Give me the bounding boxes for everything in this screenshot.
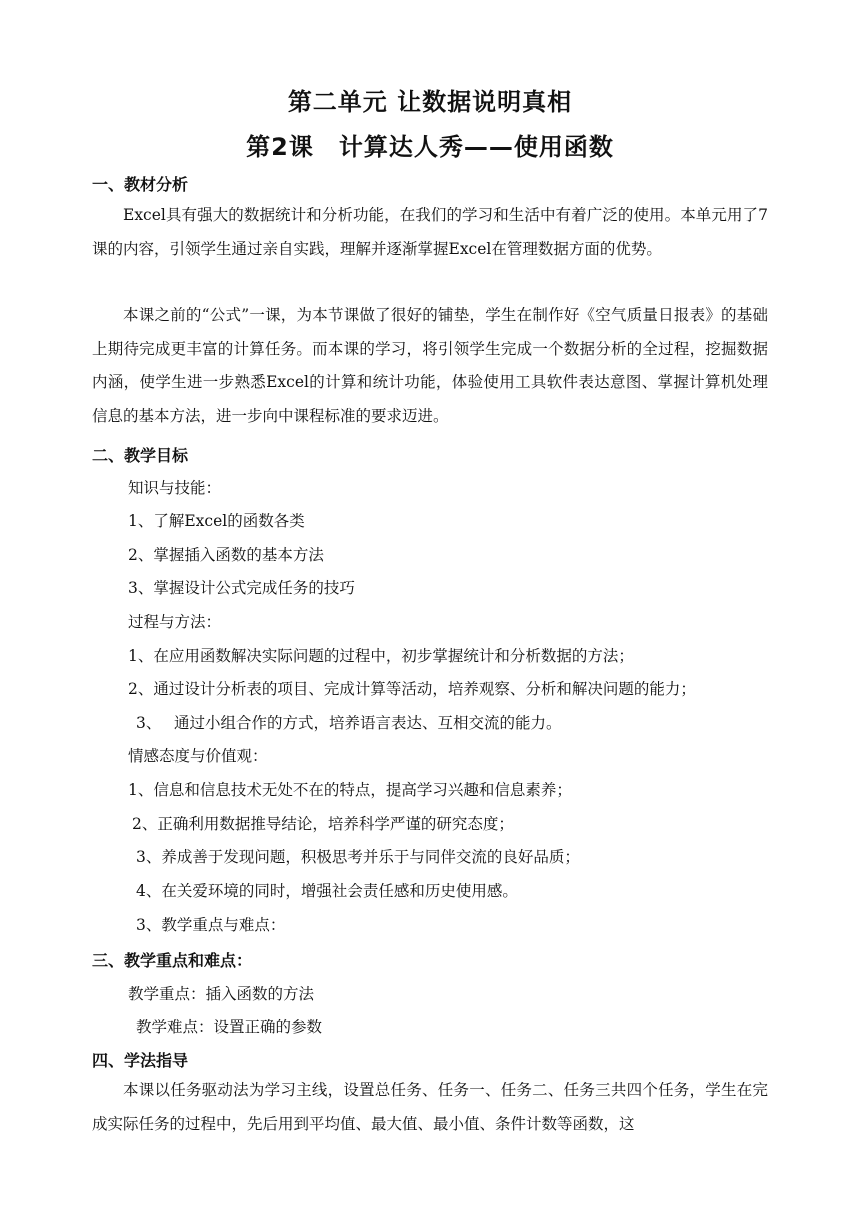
document-title: 第二单元 让数据说明真相 (287, 88, 573, 116)
section-heading-2: 二、教学目标 (92, 446, 189, 465)
section-heading-3: 三、教学重点和难点： (92, 951, 253, 970)
goal-item: 3、养成善于发现问题，积极思考并乐于与同伴交流的良好品质； (136, 848, 580, 866)
goal-item: 3、教学重点与难点： (136, 916, 286, 934)
section-1-paragraph-2: 本课之前的“公式”一课，为本节课做了很好的铺垫，学生在制作好《空气质量日报表》的基础上期待完成更丰富的计算任务。而本课的学习，将引领学生完成一个数据分析的全过程，挖掘数据内涵，使学生进一步熟悉Excel的计算和统计功能，体验使用工具软件表达意图、掌握计算机处理信息的基本方法，进一步向中课程标准的要求迈进。 (92, 306, 768, 425)
goal-category-process: 过程与方法： (128, 613, 222, 631)
goal-item: 4、在关爱环境的同时，增强社会责任感和历史使用感。 (136, 882, 518, 900)
section-4-paragraph-1: 本课以任务驱动法为学习主线，设置总任务、任务一、任务二、任务三共四个任务，学生在完成实际任务的过程中，先后用到平均值、最大值、最小值、条件计数等函数，这 (92, 1081, 768, 1133)
goal-item: 1、信息和信息技术无处不在的特点，提高学习兴趣和信息素养； (128, 781, 572, 799)
lesson-title: 第2课 计算达人秀——使用函数 (246, 133, 614, 161)
key-point-line: 教学重点：插入函数的方法 (128, 985, 315, 1003)
section-heading-1: 一、教材分析 (92, 175, 189, 194)
goal-item: 1、在应用函数解决实际问题的过程中，初步掌握统计和分析数据的方法； (128, 647, 634, 665)
difficulty-line: 教学难点：设置正确的参数 (136, 1018, 323, 1036)
goal-item: 3、 通过小组合作的方式，培养语言表达、互相交流的能力。 (136, 714, 562, 732)
section-heading-4: 四、学法指导 (92, 1051, 189, 1070)
goal-item: 3、掌握设计公式完成任务的技巧 (128, 579, 355, 597)
goal-item: 1、了解Excel的函数各类 (128, 512, 305, 530)
goal-item: 2、正确利用数据推导结论，培养科学严谨的研究态度； (132, 815, 514, 833)
goal-item: 2、通过设计分析表的项目、完成计算等活动，培养观察、分析和解决问题的能力； (128, 680, 696, 698)
goal-category-attitude: 情感态度与价值观： (128, 747, 268, 765)
section-1-paragraph-1: Excel具有强大的数据统计和分析功能，在我们的学习和生活中有着广泛的使用。本单元用了7课的内容，引领学生通过亲自实践，理解并逐渐掌握Excel在管理数据方面的优势。 (92, 206, 768, 258)
goal-item: 2、掌握插入函数的基本方法 (128, 546, 324, 564)
goal-category-knowledge: 知识与技能： (128, 479, 222, 497)
